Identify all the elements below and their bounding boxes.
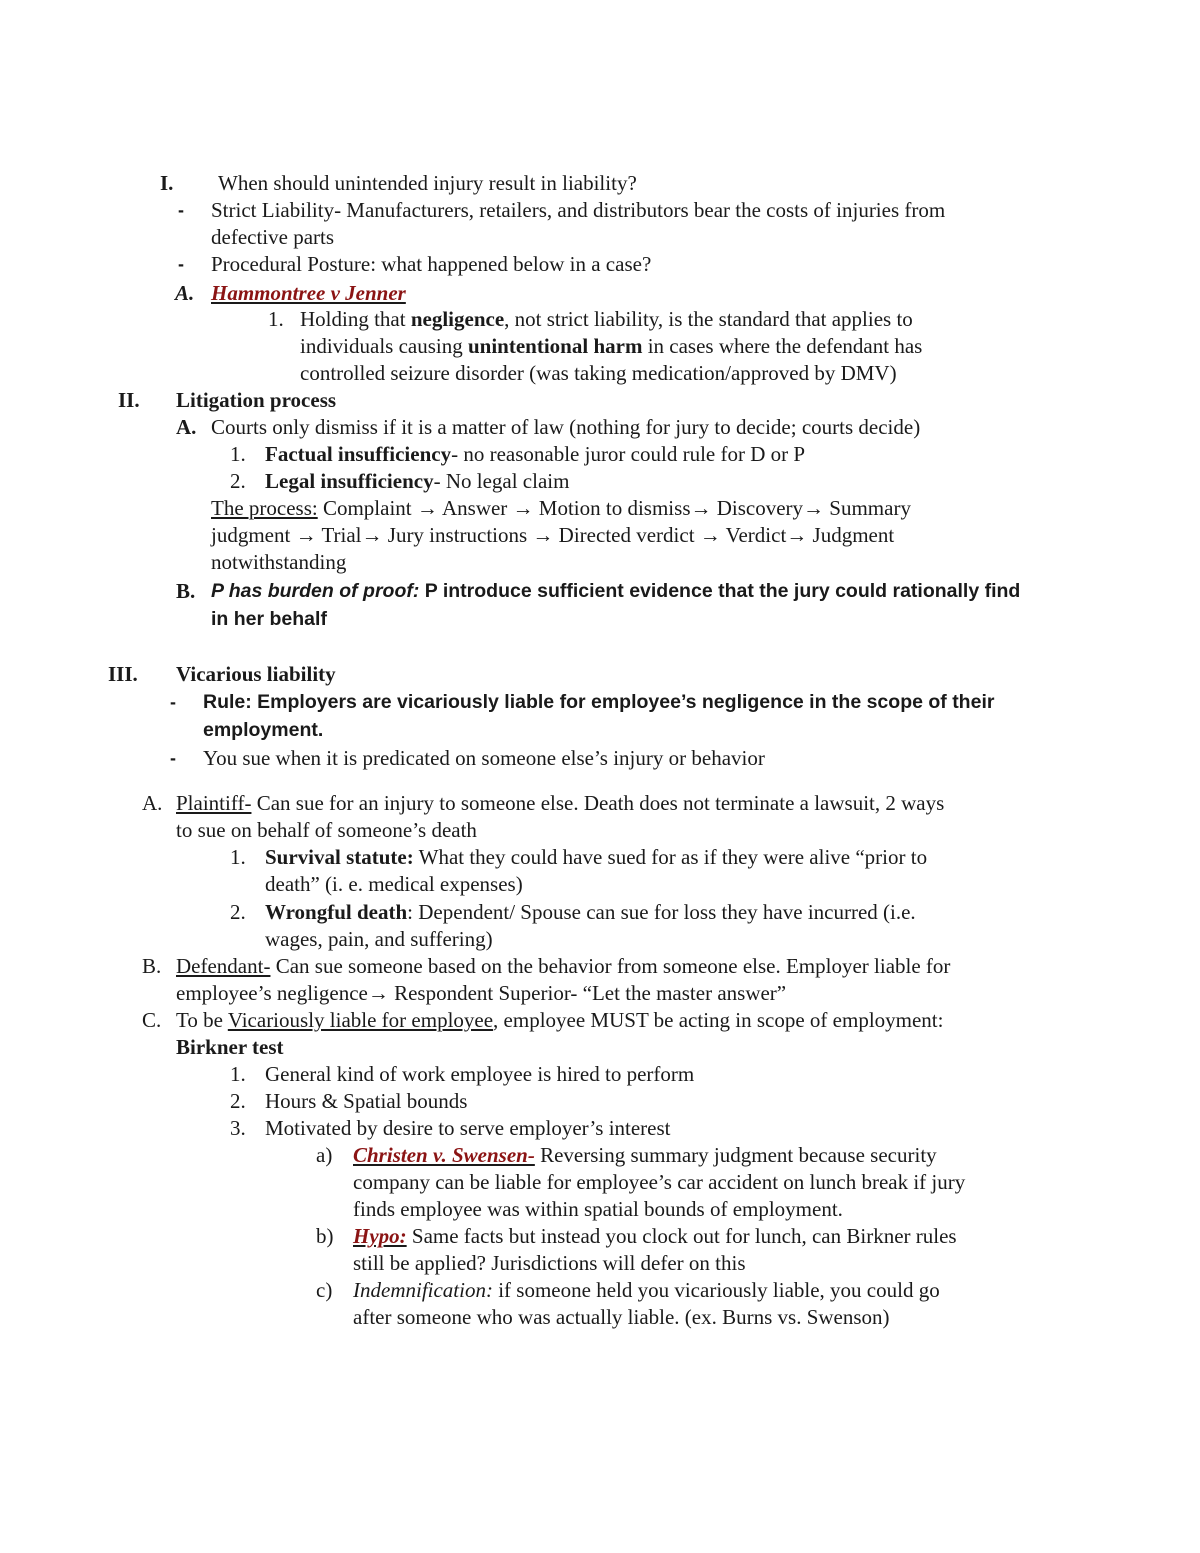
bullet-dash: - [178,200,184,220]
list-number: 1. [230,1062,246,1086]
rule-text: Rule: Employers are vicariously liable for employee’s negligence in the scope of their [203,691,995,713]
section-heading: Litigation process [176,388,337,412]
list-text: death” (i. e. medical expenses) [265,872,523,896]
list-text: Holding that negligence, not strict liability, is the standard that applies to [300,307,913,331]
subsection-text: Courts only dismiss if it is a matter of law (nothing for jury to decide; courts decide) [211,415,921,439]
list-text: individuals causing unintentional harm in cases where the defendant has [300,334,923,358]
section-number: III. [108,662,138,686]
list-number: 3. [230,1116,246,1140]
list-text: finds employee was within spatial bounds of employment. [353,1197,843,1221]
rule-text: employment. [203,719,324,741]
subsection-letter: A. [175,281,195,305]
bullet-text: defective parts [211,225,335,249]
list-text: General kind of work employee is hired to perform [265,1062,695,1086]
list-number: 1. [230,442,246,466]
list-text: still be applied? Jurisdictions will defer on this [353,1251,746,1275]
list-number: 2. [230,1089,246,1113]
list-letter: c) [316,1278,333,1302]
subsection-text: To be Vicariously liable for employee, employee MUST be acting in scope of employment: [176,1008,944,1032]
list-number: 1. [230,845,246,869]
section-heading: When should unintended injury result in liability? [218,171,637,195]
list-text: controlled seizure disorder (was taking medication/approved by DMV) [300,361,897,385]
subsection-text: employee’s negligence→ Respondent Superior- “Let the master answer” [176,981,787,1005]
list-text: Indemnification: if someone held you vicariously liable, you could go [353,1278,940,1302]
list-number: 1. [268,307,284,331]
subsection-text: P has burden of proof: P introduce sufficient evidence that the jury could rationally find [211,580,1021,602]
subsection-text: to sue on behalf of someone’s death [176,818,477,842]
bullet-text: Procedural Posture: what happened below in a case? [211,252,652,276]
bullet-dash: - [170,692,176,712]
bullet-text: You sue when it is predicated on someone else’s injury or behavior [203,746,765,770]
subsection-text: Defendant- Can sue someone based on the behavior from someone else. Employer liable for [176,954,951,978]
list-number: 2. [230,469,246,493]
subsection-letter: C. [142,1008,162,1032]
section-number: I. [160,171,174,195]
list-letter: b) [316,1224,334,1248]
subsection-letter: A. [176,415,197,439]
list-text: Motivated by desire to serve employer’s interest [265,1116,671,1140]
list-text: Christen v. Swensen- Reversing summary judgment because security [353,1143,937,1167]
list-text: wages, pain, and suffering) [265,927,493,951]
list-number: 2. [230,900,246,924]
subsection-text: Plaintiff- Can sue for an injury to someone else. Death does not terminate a lawsuit, 2 ways [176,791,945,815]
subsection-text: in her behalf [211,608,327,630]
list-text: after someone who was actually liable. (ex. Burns vs. Swenson) [353,1305,890,1329]
list-text: Factual insufficiency- no reasonable juror could rule for D or P [265,442,806,466]
section-number: II. [118,388,140,412]
bullet-text: Strict Liability- Manufacturers, retailers, and distributors bear the costs of injuries from [211,198,946,222]
process-text: notwithstanding [211,550,347,574]
process-text: judgment → Trial→ Jury instructions → Directed verdict → Verdict→ Judgment [211,523,895,547]
subsection-letter: A. [142,791,163,815]
list-text: Legal insufficiency- No legal claim [265,469,570,493]
section-heading: Vicarious liability [176,662,336,686]
list-text: Wrongful death: Dependent/ Spouse can sue for loss they have incurred (i.e. [265,900,916,924]
process-text: The process: Complaint → Answer → Motion to dismiss→ Discovery→ Summary [211,496,911,520]
birkner-test-heading: Birkner test [176,1035,284,1059]
subsection-letter: B. [176,579,196,603]
list-text: Hypo: Same facts but instead you clock out for lunch, can Birkner rules [353,1224,957,1248]
case-name: Hammontree v Jenner [211,281,406,305]
list-letter: a) [316,1143,333,1167]
list-text: Hours & Spatial bounds [265,1089,468,1113]
bullet-dash: - [170,748,176,768]
list-text: Survival statute: What they could have sued for as if they were alive “prior to [265,845,928,869]
subsection-letter: B. [142,954,162,978]
list-text: company can be liable for employee’s car accident on lunch break if jury [353,1170,966,1194]
bullet-dash: - [178,254,184,274]
